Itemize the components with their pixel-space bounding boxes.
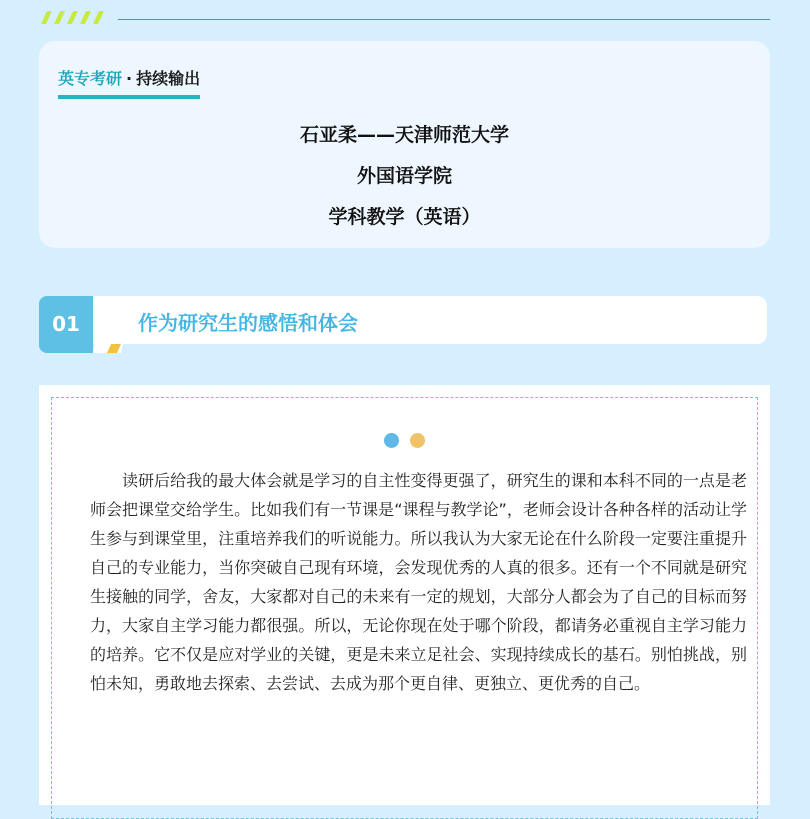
brand-separator: · bbox=[126, 69, 133, 88]
section-title: 作为研究生的感悟和体会 bbox=[138, 311, 358, 335]
content-card bbox=[39, 385, 770, 805]
top-decoration bbox=[40, 10, 770, 26]
brand-sub: 持续输出 bbox=[136, 69, 201, 88]
dots-decoration bbox=[384, 433, 434, 449]
author-block bbox=[39, 115, 770, 238]
header-card bbox=[39, 41, 770, 248]
author-major: 学科教学（英语） bbox=[328, 206, 481, 228]
brand-tag bbox=[58, 66, 200, 99]
yellow-dot bbox=[410, 433, 425, 448]
blue-dot bbox=[384, 433, 399, 448]
brand-main: 英专考研 bbox=[58, 69, 123, 88]
author-college: 外国语学院 bbox=[356, 165, 452, 187]
top-divider bbox=[118, 19, 770, 20]
content-frame bbox=[51, 397, 758, 819]
body-paragraph: 读研后给我的最大体会就是学习的自主性变得更强了，研究生的课和本科不同的一点是老师会把课堂交给学生。比如我们有一节课是“课程与教学论”，老师会设计各种各样的活动让学生参与到课堂里，注重培养我们的听说能力。所以我认为大家无论在什么阶段一定要注重提升自己的专业能力，当你突破自己现有环境，会发现优秀的人真的很多。还有一个不同就是研究生接触的同学，舍友，大家都对自己的未来有一定的规划，大部分人都会为了自己的目标而努力，大家自主学习能力都很强。所以，无论你现在处于哪个阶段，都请务必重视自主学习能力的培养。它不仅是应对学业的关键，更是未来立足社会、实现持续成长的基石。别怕挑战，别怕未知，勇敢地去探索、去尝试、去成为那个更自律、更独立、更优秀的自己。 bbox=[90, 471, 747, 693]
section-number: 01 bbox=[39, 296, 93, 353]
section-heading bbox=[39, 296, 767, 344]
author-name-school: 石亚柔——天津师范大学 bbox=[299, 124, 509, 146]
stripes-decoration bbox=[40, 10, 108, 26]
